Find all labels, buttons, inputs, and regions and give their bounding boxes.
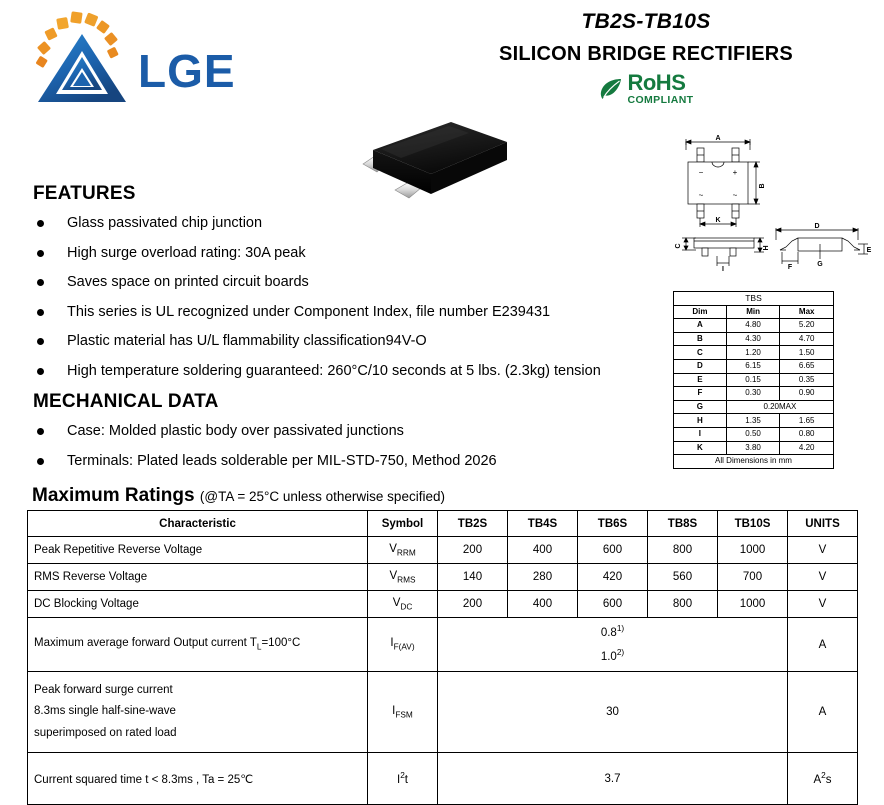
max-cell: 5.20 [780, 319, 834, 333]
feature-text: High temperature soldering guaranteed: 260°C/10 seconds at 5 lbs. (2.3kg) tension [67, 362, 601, 379]
bullet-icon [37, 309, 44, 316]
symbol-cell: $V_{RMS}$ [368, 564, 438, 591]
drawing-label-k: K [715, 217, 721, 224]
mechanical-text: Case: Molded plastic body over passivated junctions [67, 423, 404, 439]
units-cell: V [788, 564, 858, 591]
feature-text: Saves space on printed circuit boards [67, 274, 309, 290]
dim-table-footer: All Dimensions in mm [674, 455, 834, 469]
features-list [33, 216, 601, 393]
col-header-tb2s: TB2S [438, 511, 508, 537]
drawing-label-b: B [759, 183, 766, 189]
min-cell: 4.30 [726, 332, 780, 346]
dim-table-title: TBS [674, 292, 834, 306]
value-cell: 560 [648, 564, 718, 591]
company-logo [26, 8, 256, 108]
bullet-icon [37, 250, 44, 257]
document-title-block [436, 10, 856, 107]
list-item [33, 246, 601, 261]
min-cell: 4.80 [726, 319, 780, 333]
rohs-label: RoHS [627, 70, 686, 95]
table-row [674, 387, 834, 401]
polarity-minus: − [698, 168, 704, 177]
max-cell: 1.50 [780, 346, 834, 360]
table-row [28, 753, 858, 805]
bullet-icon [37, 220, 44, 227]
dim-table-footer-row [674, 455, 834, 469]
rohs-compliant-label: COMPLIANT [627, 94, 694, 106]
max-cell: 1.65 [780, 414, 834, 428]
lge-mountain-logo-icon [30, 10, 134, 106]
characteristic-line-1: Peak forward surge current [34, 684, 173, 697]
dim-col-header: Dim [674, 305, 727, 319]
units-cell: V [788, 591, 858, 618]
min-cell: 0.15 [726, 373, 780, 387]
value-cell: 400 [508, 591, 578, 618]
merged-value-cell: 3.7 [438, 753, 788, 805]
list-item [33, 305, 601, 320]
package-photo [345, 118, 525, 222]
dim-cell: E [674, 373, 727, 387]
characteristic-cell: Peak Repetitive Reverse Voltage [28, 537, 368, 564]
table-row [28, 618, 858, 672]
col-header-tb8s: TB8S [648, 511, 718, 537]
drawing-label-h: H [763, 245, 770, 251]
table-row [674, 332, 834, 346]
feature-text: This series is UL recognized under Component Index, file number E239431 [67, 303, 551, 320]
table-row [674, 441, 834, 455]
merged-value-cell [438, 618, 788, 672]
drawing-label-f: F [787, 264, 793, 271]
value-cell: 1000 [718, 591, 788, 618]
max-cell: 6.65 [780, 359, 834, 373]
symbol-cell: $I^2t$ [368, 753, 438, 805]
dim-table-header-row [674, 305, 834, 319]
bullet-icon [37, 279, 44, 286]
col-header-tb6s: TB6S [578, 511, 648, 537]
table-row [28, 564, 858, 591]
characteristic-line-2: 8.3ms single half-sine-wave [34, 705, 176, 718]
table-row [674, 414, 834, 428]
col-header-characteristic: Characteristic [28, 511, 368, 537]
mechanical-data-list [33, 424, 497, 483]
symbol-cell: $V_{RRM}$ [368, 537, 438, 564]
dim-cell: F [674, 387, 727, 401]
units-cell: V [788, 537, 858, 564]
drawing-label-a: A [715, 135, 721, 142]
rohs-leaf-icon [598, 76, 624, 102]
min-col-header: Min [726, 305, 780, 319]
min-cell: 1.20 [726, 346, 780, 360]
min-cell: 6.15 [726, 359, 780, 373]
table-row [28, 591, 858, 618]
polarity-ac-1: ~ [698, 191, 704, 200]
dimension-table [673, 291, 834, 469]
table-row [674, 427, 834, 441]
value-line-1: 0.8$^{1)}$ [600, 623, 625, 639]
max-cell: 4.20 [780, 441, 834, 455]
table-row [674, 319, 834, 333]
mechanical-data-heading: MECHANICAL DATA [33, 391, 219, 412]
symbol-cell: $V_{DC}$ [368, 591, 438, 618]
characteristic-cell: RMS Reverse Voltage [28, 564, 368, 591]
drawing-label-i: I [722, 266, 724, 273]
max-cell: 4.70 [780, 332, 834, 346]
characteristic-cell: Current squared time t < 8.3ms , Ta = 25℃ [28, 753, 368, 805]
table-row [674, 359, 834, 373]
value-cell: 800 [648, 537, 718, 564]
max-col-header: Max [780, 305, 834, 319]
list-item [33, 334, 601, 349]
list-item [33, 216, 601, 231]
value-cell: 140 [438, 564, 508, 591]
rohs-compliant-badge [598, 72, 693, 106]
min-cell: 3.80 [726, 441, 780, 455]
dim-cell: C [674, 346, 727, 360]
bullet-icon [37, 458, 44, 465]
dim-cell: K [674, 441, 727, 455]
value-cell: 200 [438, 537, 508, 564]
polarity-ac-2: ~ [732, 191, 738, 200]
dim-cell: I [674, 427, 727, 441]
characteristic-cell [28, 672, 368, 753]
max-cell: 0.90 [780, 387, 834, 401]
merged-value-cell: 30 [438, 672, 788, 753]
table-row [674, 346, 834, 360]
value-line-2: 1.0$^{2)}$ [600, 647, 625, 663]
value-cell: 700 [718, 564, 788, 591]
value-cell: 280 [508, 564, 578, 591]
characteristic-line-3: superimposed on rated load [34, 726, 177, 739]
dim-cell: H [674, 414, 727, 428]
bullet-icon [37, 368, 44, 375]
value-cell: 400 [508, 537, 578, 564]
characteristic-cell: Maximum average forward Output current $T_L=100^\circ C$ [28, 618, 368, 672]
ratings-condition-text: (@TA = 25°C unless otherwise specified) [199, 489, 445, 504]
list-item [33, 424, 497, 439]
features-heading: FEATURES [33, 183, 136, 204]
feature-text: Plastic material has U/L flammability classification94V-O [67, 333, 427, 349]
mechanical-text: Terminals: Plated leads solderable per MIL-STD-750, Method 2026 [67, 452, 497, 469]
maximum-ratings-table [27, 510, 858, 805]
product-title: SILICON BRIDGE RECTIFIERS [499, 43, 793, 65]
bullet-icon [37, 428, 44, 435]
max-cell: 0.80 [780, 427, 834, 441]
table-row [674, 400, 834, 414]
min-cell: 1.35 [726, 414, 780, 428]
brand-wordmark: LGE [138, 45, 236, 97]
dim-table-title-row [674, 292, 834, 306]
list-item [33, 275, 601, 290]
value-cell: 600 [578, 591, 648, 618]
units-cell: A [788, 618, 858, 672]
list-item [33, 454, 497, 469]
table-row [28, 537, 858, 564]
value-cell: 200 [438, 591, 508, 618]
symbol-cell: $I_{FSM}$ [368, 672, 438, 753]
dim-cell: B [674, 332, 727, 346]
value-cell: 800 [648, 591, 718, 618]
units-cell: A [788, 672, 858, 753]
ratings-heading-text: Maximum Ratings [32, 485, 195, 506]
dim-cell: D [674, 359, 727, 373]
package-mechanical-drawing [672, 128, 872, 280]
col-header-symbol: Symbol [368, 511, 438, 537]
drawing-label-g: G [817, 261, 823, 268]
dim-cell: G [674, 400, 727, 414]
units-cell: $A^2s$ [788, 753, 858, 805]
drawing-label-e: E [866, 247, 872, 254]
characteristic-cell: DC Blocking Voltage [28, 591, 368, 618]
value-cell: 600 [578, 537, 648, 564]
page-header [0, 0, 884, 118]
ratings-heading [32, 485, 445, 507]
dim-span-cell: 0.20MAX [726, 400, 833, 414]
value-cell: 1000 [718, 537, 788, 564]
value-cell: 420 [578, 564, 648, 591]
feature-text: Glass passivated chip junction [67, 215, 263, 231]
drawing-label-c: C [675, 243, 682, 249]
list-item [33, 364, 601, 379]
symbol-cell: $I_{F(AV)}$ [368, 618, 438, 672]
col-header-tb10s: TB10S [718, 511, 788, 537]
col-header-tb4s: TB4S [508, 511, 578, 537]
part-number-range: TB2S-TB10S [581, 10, 711, 33]
bullet-icon [37, 338, 44, 345]
ratings-header-row [28, 511, 858, 537]
max-cell: 0.35 [780, 373, 834, 387]
table-row [674, 373, 834, 387]
min-cell: 0.50 [726, 427, 780, 441]
min-cell: 0.30 [726, 387, 780, 401]
drawing-label-d: D [814, 223, 820, 230]
table-row [28, 672, 858, 753]
col-header-units: UNITS [788, 511, 858, 537]
dim-cell: A [674, 319, 727, 333]
polarity-plus: + [732, 168, 738, 177]
feature-text: High surge overload rating: 30A peak [67, 244, 306, 261]
